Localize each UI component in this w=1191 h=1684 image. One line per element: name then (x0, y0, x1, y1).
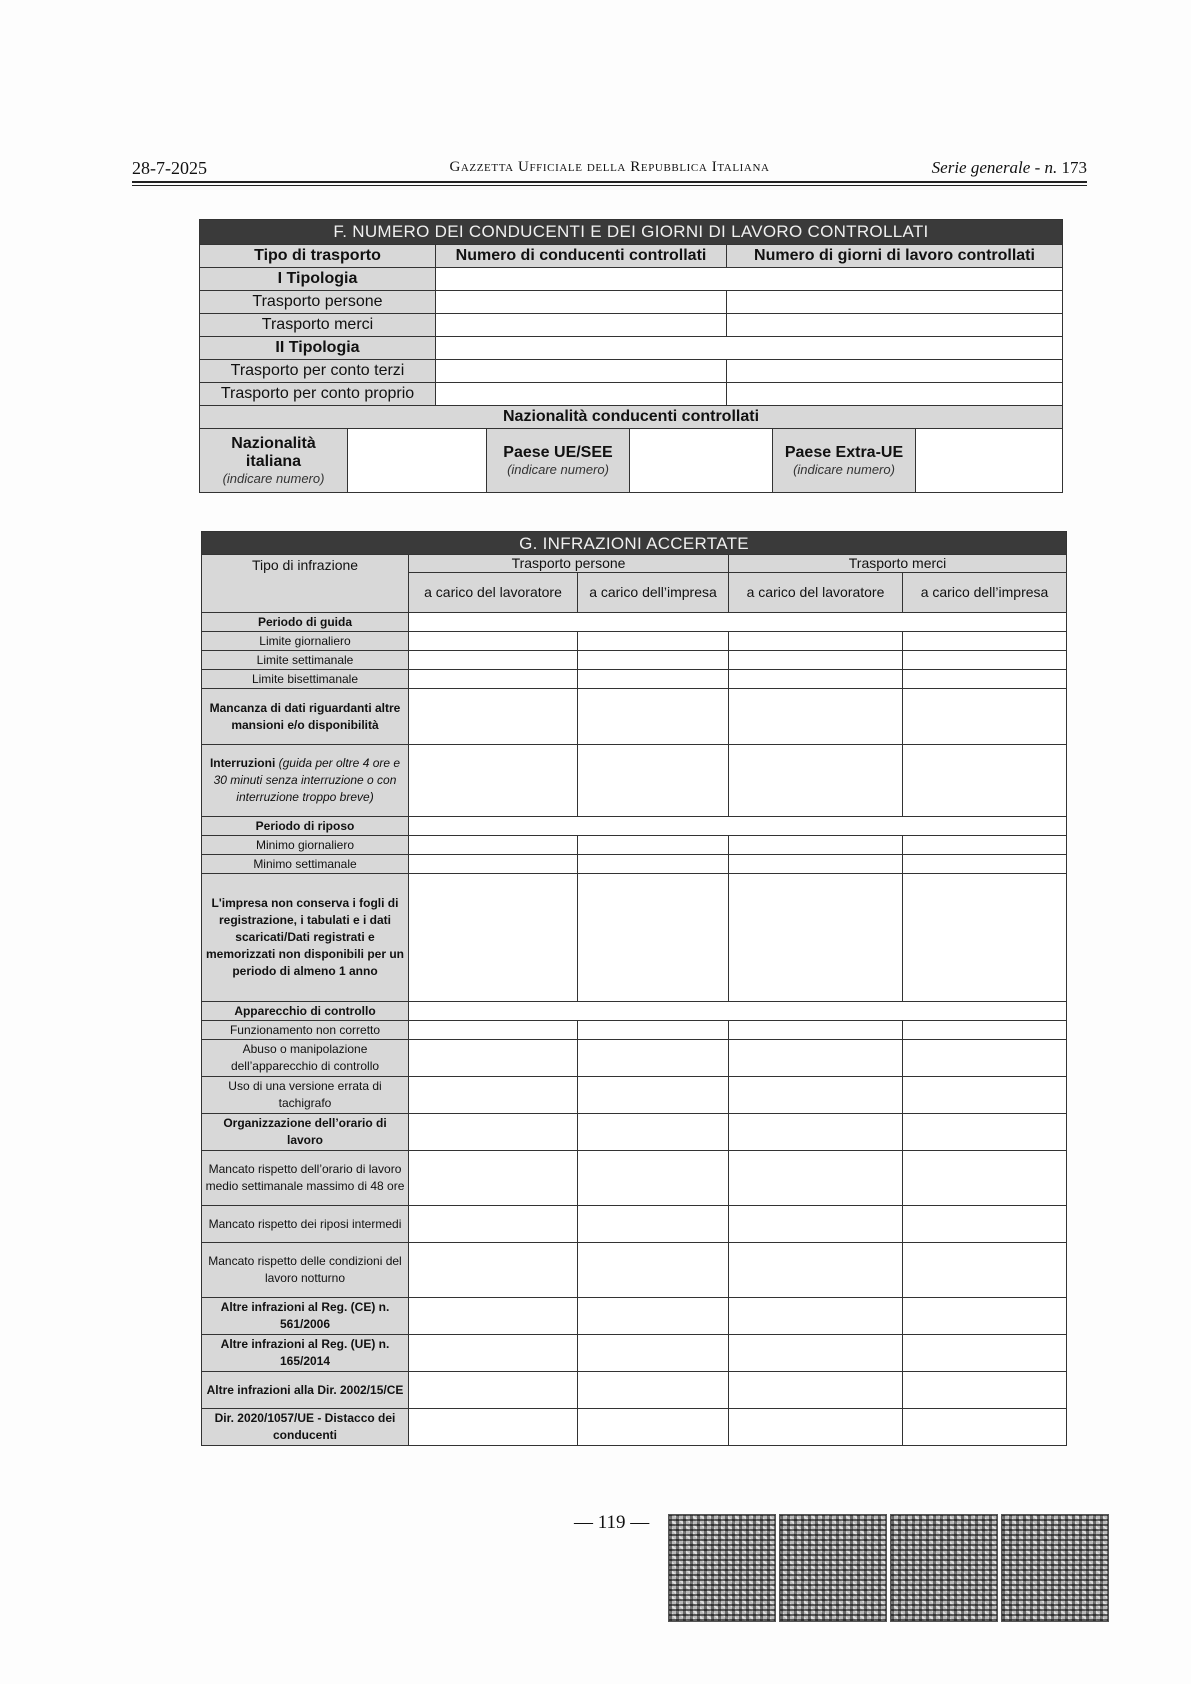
col-header-trasporto-persone: Trasporto persone (409, 555, 729, 573)
row-organizzazione: Organizzazione dell’orario di lavoro (202, 1114, 409, 1151)
row-interruzioni (202, 745, 409, 817)
naz-italiana-value (348, 429, 487, 493)
cell-giorni (727, 383, 1063, 406)
cell-giorni (727, 360, 1063, 383)
row-impresa-non-conserva: L'impresa non conserva i fogli di registrazione, i tabulati e i dati scaricati/Dati registrati e memorizzati non disponibili per un periodo di almeno 1 anno (202, 874, 409, 1002)
datamatrix-code-3 (890, 1514, 998, 1622)
row-limite-settimanale: Limite settimanale (202, 651, 409, 670)
cell (903, 1243, 1067, 1298)
cell (903, 1040, 1067, 1077)
cell (409, 1409, 578, 1446)
cell (578, 651, 729, 670)
datamatrix-code-1 (668, 1514, 776, 1622)
paese-extra-value (916, 429, 1063, 493)
page-number: — 119 — (574, 1512, 650, 1533)
cell (409, 1298, 578, 1335)
gazette-title: Gazzetta Ufficiale della Repubblica Italiana (449, 159, 770, 175)
cell (729, 745, 903, 817)
row-apparecchio: Apparecchio di controllo (202, 1002, 409, 1021)
cell (409, 1372, 578, 1409)
row-versione-errata: Uso di una versione errata di tachigrafo (202, 1077, 409, 1114)
datamatrix-code-2 (779, 1514, 887, 1622)
row-label-i-tipologia: I Tipologia (200, 268, 436, 291)
paese-ue-hint: (indicare numero) (507, 462, 609, 477)
cell (409, 632, 578, 651)
cell-conducenti (436, 360, 727, 383)
cell (409, 745, 578, 817)
cell (578, 1206, 729, 1243)
cell-conducenti (436, 291, 727, 314)
row-mancato-riposi: Mancato rispetto dei riposi intermedi (202, 1206, 409, 1243)
cell (729, 1114, 903, 1151)
cell (729, 1372, 903, 1409)
cell (729, 1206, 903, 1243)
cell (903, 1298, 1067, 1335)
cell (903, 1409, 1067, 1446)
cell (903, 855, 1067, 874)
row-mancanza-dati: Mancanza di dati riguardanti altre mansioni e/o disponibilità (202, 689, 409, 745)
table-infrazioni (201, 531, 1067, 1446)
cell (409, 1077, 578, 1114)
cell (578, 1409, 729, 1446)
cell-conducenti (436, 383, 727, 406)
table-nazionalita (199, 428, 1063, 493)
cell (903, 1206, 1067, 1243)
cell (409, 689, 578, 745)
cell (903, 632, 1067, 651)
section-f-title: F. NUMERO DEI CONDUCENTI E DEI GIORNI DI LAVORO CONTROLLATI (200, 220, 1063, 245)
row-label-trasporto-persone: Trasporto persone (200, 291, 436, 314)
cell (578, 836, 729, 855)
page-header (132, 150, 1087, 180)
cell (903, 1021, 1067, 1040)
paese-ue-value (630, 429, 773, 493)
row-abuso: Abuso o manipolazione dell’apparecchio di controllo (202, 1040, 409, 1077)
series-label (932, 158, 1087, 178)
header-rule-thick (132, 181, 1087, 183)
row-distacco: Dir. 2020/1057/UE - Distacco dei conducenti (202, 1409, 409, 1446)
row-altre-dir: Altre infrazioni alla Dir. 2002/15/CE (202, 1372, 409, 1409)
row-periodo-guida: Periodo di guida (202, 613, 409, 632)
row-minimo-settimanale: Minimo settimanale (202, 855, 409, 874)
datamatrix-code-4 (1001, 1514, 1109, 1622)
paese-extra-hint: (indicare numero) (793, 462, 895, 477)
cell-giorni (727, 291, 1063, 314)
row-label-conto-terzi: Trasporto per conto terzi (200, 360, 436, 383)
cell (578, 1040, 729, 1077)
naz-italiana-label: Nazionalità italiana (231, 435, 316, 470)
cell-giorni (727, 314, 1063, 337)
cell (409, 874, 578, 1002)
cell (409, 1040, 578, 1077)
col-persone-lavoratore: a carico del lavoratore (409, 573, 578, 613)
cell (578, 874, 729, 1002)
col-header-tipo-trasporto: Tipo di trasporto (200, 245, 436, 268)
cell (729, 874, 903, 1002)
paese-extra-cell (773, 429, 916, 493)
cell (729, 651, 903, 670)
issue-date: 28-7-2025 (132, 158, 207, 178)
row-label-conto-proprio: Trasporto per conto proprio (200, 383, 436, 406)
row-mancato-notturno: Mancato rispetto delle condizioni del lavoro notturno (202, 1243, 409, 1298)
cell (578, 632, 729, 651)
cell (903, 745, 1067, 817)
col-header-trasporto-merci: Trasporto merci (729, 555, 1067, 573)
header-rule-thin (132, 185, 1087, 186)
row-label-trasporto-merci: Trasporto merci (200, 314, 436, 337)
cell-empty (436, 337, 1063, 360)
cell (729, 1151, 903, 1206)
col-merci-lavoratore: a carico del lavoratore (729, 573, 903, 613)
cell-empty (409, 1002, 1067, 1021)
row-limite-bisettimanale: Limite bisettimanale (202, 670, 409, 689)
paese-ue-label: Paese UE/SEE (503, 444, 613, 461)
cell (578, 1151, 729, 1206)
cell (578, 1114, 729, 1151)
cell (578, 1335, 729, 1372)
cell (729, 689, 903, 745)
cell (578, 689, 729, 745)
paese-ue-cell (487, 429, 630, 493)
naz-italiana-cell (200, 429, 348, 493)
cell (903, 874, 1067, 1002)
row-funzionamento: Funzionamento non corretto (202, 1021, 409, 1040)
cell (409, 1021, 578, 1040)
interruzioni-label: Interruzioni (209, 756, 276, 770)
cell-empty (409, 613, 1067, 632)
cell (729, 1243, 903, 1298)
series-text: Serie generale - n. (931, 158, 1058, 177)
cell (903, 670, 1067, 689)
cell (729, 1021, 903, 1040)
cell-conducenti (436, 314, 727, 337)
col-merci-impresa: a carico dell’impresa (903, 573, 1067, 613)
col-header-giorni: Numero di giorni di lavoro controllati (727, 245, 1063, 268)
cell (578, 1243, 729, 1298)
col-header-conducenti: Numero di conducenti controllati (436, 245, 727, 268)
cell-empty (436, 268, 1063, 291)
cell (578, 1077, 729, 1114)
cell (729, 632, 903, 651)
cell (578, 1372, 729, 1409)
table-conducenti-giorni (199, 219, 1063, 429)
series-number: 173 (1061, 158, 1087, 177)
cell (903, 651, 1067, 670)
cell (903, 1077, 1067, 1114)
cell (903, 1372, 1067, 1409)
cell (729, 1077, 903, 1114)
paese-extra-label: Paese Extra-UE (784, 444, 904, 461)
cell (578, 1298, 729, 1335)
cell (729, 1040, 903, 1077)
row-limite-giornaliero: Limite giornaliero (202, 632, 409, 651)
cell (409, 1114, 578, 1151)
cell-empty (409, 817, 1067, 836)
cell (578, 670, 729, 689)
nazionalita-title: Nazionalità conducenti controllati (200, 406, 1063, 429)
cell (729, 855, 903, 874)
cell (903, 1114, 1067, 1151)
col-persone-impresa: a carico dell’impresa (578, 573, 729, 613)
cell (409, 651, 578, 670)
row-periodo-riposo: Periodo di riposo (202, 817, 409, 836)
cell (729, 1335, 903, 1372)
row-label-ii-tipologia: II Tipologia (200, 337, 436, 360)
interruzioni-note: (guida per oltre 4 ore e 30 minuti senza interruzione o con interruzione troppo breve) (213, 756, 401, 804)
row-minimo-giornaliero: Minimo giornaliero (202, 836, 409, 855)
cell (729, 670, 903, 689)
cell (578, 855, 729, 874)
cell (409, 1206, 578, 1243)
naz-italiana-hint: (indicare numero) (222, 471, 325, 486)
row-mancato-orario: Mancato rispetto dell’orario di lavoro medio settimanale massimo di 48 ore (202, 1151, 409, 1206)
col-header-tipo-infrazione: Tipo di infrazione (202, 555, 409, 613)
cell (729, 1298, 903, 1335)
cell (903, 836, 1067, 855)
cell (409, 670, 578, 689)
cell (578, 745, 729, 817)
row-altre-165: Altre infrazioni al Reg. (UE) n. 165/2014 (202, 1335, 409, 1372)
cell (409, 1335, 578, 1372)
cell (903, 689, 1067, 745)
cell (578, 1021, 729, 1040)
cell (903, 1151, 1067, 1206)
row-altre-561: Altre infrazioni al Reg. (CE) n. 561/2006 (202, 1298, 409, 1335)
cell (409, 855, 578, 874)
cell (409, 836, 578, 855)
cell (903, 1335, 1067, 1372)
cell (409, 1243, 578, 1298)
cell (729, 836, 903, 855)
cell (729, 1409, 903, 1446)
section-g-title: G. INFRAZIONI ACCERTATE (202, 532, 1067, 555)
cell (409, 1151, 578, 1206)
